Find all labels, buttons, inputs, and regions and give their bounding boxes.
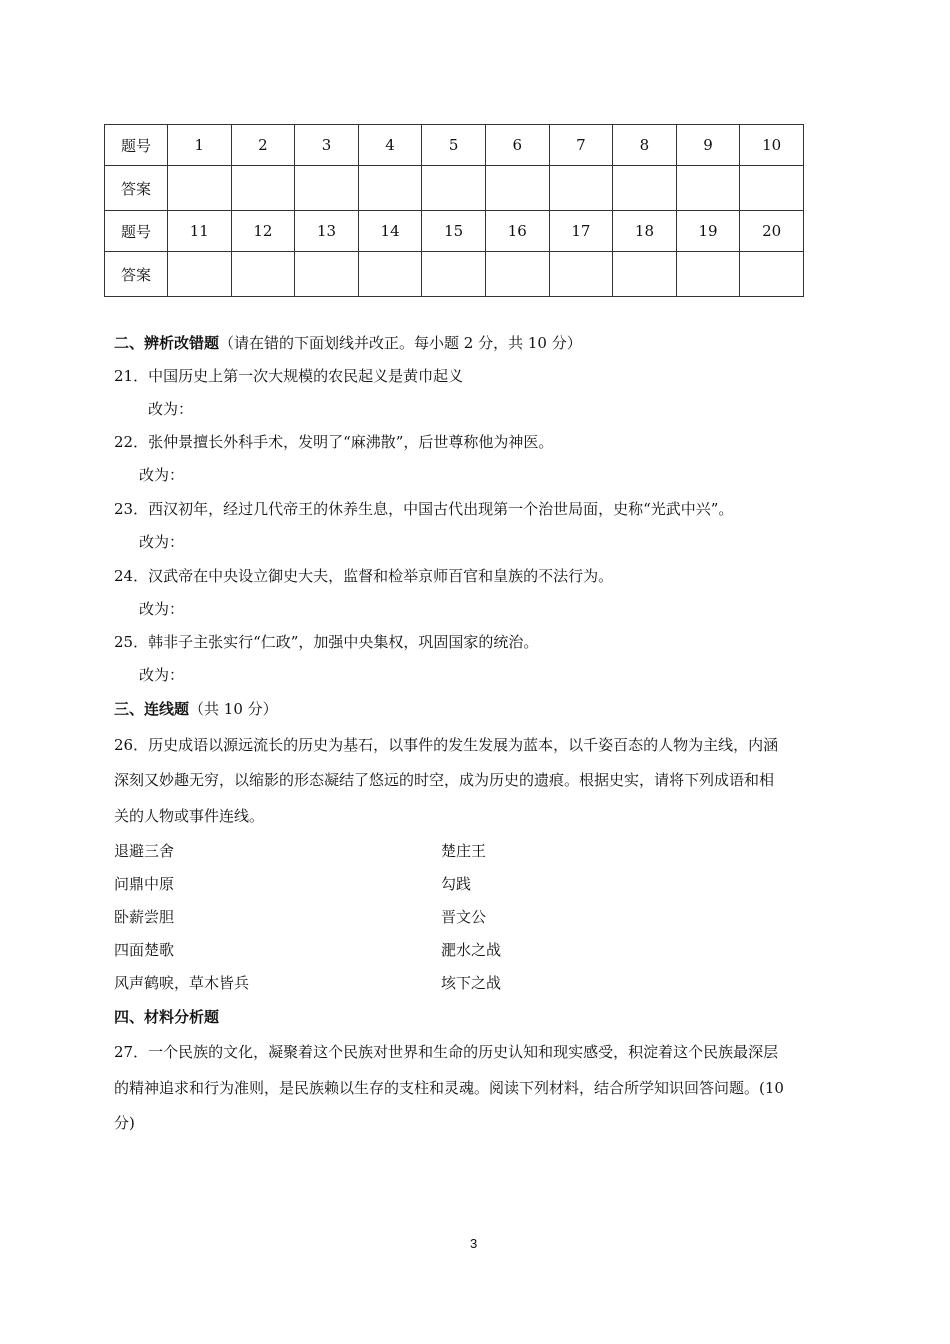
- match-item[interactable]: 楚庄王: [441, 842, 487, 860]
- question-27-line: 的精神追求和行为准则，是民族赖以生存的支柱和灵魂。阅读下列材料，结合所学知识回答问题。(10: [114, 1079, 784, 1097]
- question-number: 19: [676, 211, 740, 252]
- question-27-line: 分): [114, 1114, 135, 1132]
- table-row: [105, 211, 804, 252]
- match-item[interactable]: 勾践: [441, 875, 472, 893]
- question-26-line: 深刻又妙趣无穷，以缩影的形态凝结了悠远的时空，成为历史的遗痕。根据史实，请将下列成语和相: [114, 771, 775, 789]
- question-number: 7: [549, 125, 613, 166]
- correction-label: 改为：: [139, 666, 185, 684]
- answer-cell[interactable]: [295, 166, 359, 211]
- page-number: 3: [470, 1236, 478, 1251]
- match-item[interactable]: 垓下之战: [441, 974, 502, 992]
- match-item[interactable]: 晋文公: [441, 908, 487, 926]
- correction-label: 改为：: [139, 466, 185, 484]
- question-23: 23．西汉初年，经过几代帝王的休养生息，中国古代出现第一个治世局面，史称“光武中兴”。: [114, 500, 734, 518]
- answer-cell[interactable]: [613, 166, 677, 211]
- answer-cell[interactable]: [422, 252, 486, 297]
- row-label: 答案: [105, 166, 168, 211]
- question-26-line: 26．历史成语以源远流长的历史为基石，以事件的发生发展为蓝本，以千姿百态的人物为主线，内涵: [114, 736, 779, 754]
- answer-cell[interactable]: [549, 166, 613, 211]
- answer-cell[interactable]: [485, 166, 549, 211]
- table-row: [105, 166, 804, 211]
- section3-heading: [114, 699, 278, 719]
- question-21: 21．中国历史上第一次大规模的农民起义是黄巾起义: [114, 367, 464, 385]
- correction-label: 改为：: [139, 533, 185, 551]
- answer-cell[interactable]: [676, 252, 740, 297]
- question-number: 17: [549, 211, 613, 252]
- idiom-item[interactable]: 问鼎中原: [114, 875, 175, 893]
- section4-title: 四、材料分析题: [114, 1008, 220, 1026]
- row-label: 题号: [105, 125, 168, 166]
- row-label: 题号: [105, 211, 168, 252]
- question-number: 6: [485, 125, 549, 166]
- answer-cell[interactable]: [549, 252, 613, 297]
- table-row: [105, 252, 804, 297]
- correction-label: 改为：: [148, 400, 194, 418]
- answer-cell[interactable]: [231, 252, 295, 297]
- question-number: 3: [295, 125, 359, 166]
- row-label: 答案: [105, 252, 168, 297]
- answer-cell[interactable]: [740, 166, 804, 211]
- answer-cell[interactable]: [676, 166, 740, 211]
- question-number: 11: [168, 211, 232, 252]
- question-number: 9: [676, 125, 740, 166]
- section3-title: 三、连线题: [114, 700, 190, 718]
- answer-cell[interactable]: [422, 166, 486, 211]
- answer-cell[interactable]: [485, 252, 549, 297]
- correction-label: 改为：: [139, 600, 185, 618]
- idiom-item[interactable]: 四面楚歌: [114, 941, 175, 959]
- answer-cell[interactable]: [231, 166, 295, 211]
- idiom-item[interactable]: 退避三舍: [114, 842, 175, 860]
- question-number: 2: [231, 125, 295, 166]
- answer-cell[interactable]: [295, 252, 359, 297]
- question-number: 8: [613, 125, 677, 166]
- idiom-item[interactable]: 风声鹤唳，草木皆兵: [114, 974, 250, 992]
- section2-heading: [114, 333, 582, 353]
- answer-cell[interactable]: [358, 252, 422, 297]
- question-number: 18: [613, 211, 677, 252]
- answer-cell[interactable]: [358, 166, 422, 211]
- answer-cell[interactable]: [168, 166, 232, 211]
- question-number: 14: [358, 211, 422, 252]
- question-number: 16: [485, 211, 549, 252]
- question-number: 5: [422, 125, 486, 166]
- table-row: [105, 125, 804, 166]
- match-item[interactable]: 淝水之战: [441, 941, 502, 959]
- question-26-line: 关的人物或事件连线。: [114, 807, 265, 825]
- question-number: 10: [740, 125, 804, 166]
- question-25: 25．韩非子主张实行“仁政”，加强中央集权，巩固国家的统治。: [114, 633, 539, 651]
- question-22: 22．张仲景擅长外科手术，发明了“麻沸散”，后世尊称他为神医。: [114, 433, 554, 451]
- question-number: 1: [168, 125, 232, 166]
- question-number: 15: [422, 211, 486, 252]
- question-number: 13: [295, 211, 359, 252]
- question-27-line: 27．一个民族的文化，凝聚着这个民族对世界和生命的历史认知和现实感受，积淀着这个民族最深层: [114, 1043, 779, 1061]
- answer-cell[interactable]: [740, 252, 804, 297]
- idiom-item[interactable]: 卧薪尝胆: [114, 908, 175, 926]
- section2-title: 二、辨析改错题: [114, 334, 220, 352]
- question-number: 20: [740, 211, 804, 252]
- question-number: 12: [231, 211, 295, 252]
- question-number: 4: [358, 125, 422, 166]
- section2-note: （请在错的下面划线并改正。每小题 2 分，共 10 分）: [219, 334, 582, 352]
- answer-table: [104, 124, 804, 297]
- question-24: 24．汉武帝在中央设立御史大夫，监督和检举京师百官和皇族的不法行为。: [114, 567, 614, 585]
- answer-cell[interactable]: [168, 252, 232, 297]
- section3-note: （共 10 分）: [189, 700, 278, 718]
- answer-cell[interactable]: [613, 252, 677, 297]
